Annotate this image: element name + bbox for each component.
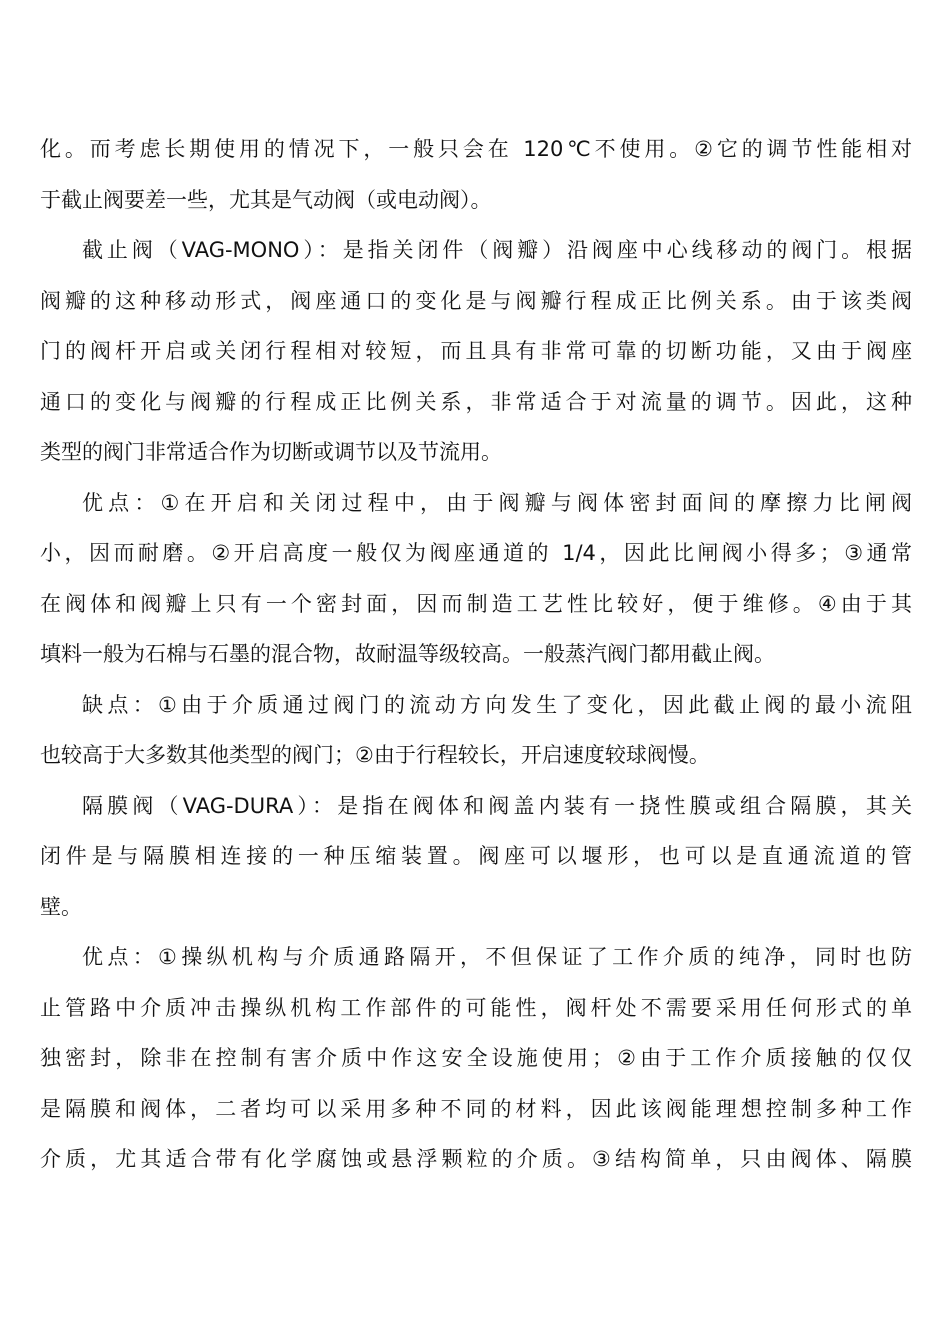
text-line: 独密封，除非在控制有害介质中作这安全设施使用；②由于工作介质接触的仅仅 (40, 1046, 912, 1070)
text-line: 阀瓣的这种移动形式，阀座通口的变化是与阀瓣行程成正比例关系。由于该类阀 (40, 288, 912, 313)
text-line: 小，因而耐磨。②开启高度一般仅为阀座通道的 1/4，因此比闸阀小得多；③通常 (40, 541, 912, 565)
text-line: 于截止阀要差一些，尤其是气动阀（或电动阀）。 (40, 187, 492, 212)
text-line: 止管路中介质冲击操纵机构工作部件的可能性，阀杆处不需要采用任何形式的单 (40, 995, 912, 1020)
text-line: 是隔膜和阀体，二者均可以采用多种不同的材料，因此该阀能理想控制多种工作 (40, 1096, 912, 1121)
text-line: 介质，尤其适合带有化学腐蚀或悬浮颗粒的介质。③结构简单，只由阀体、隔膜 (40, 1147, 912, 1171)
text-line: 填料一般为石棉与石墨的混合物，故耐温等级较高。一般蒸汽阀门都用截止阀。 (40, 642, 775, 666)
text-line: 也较高于大多数其他类型的阀门；②由于行程较长，开启速度较球阀慢。 (40, 743, 710, 767)
paragraph-start-line: 隔膜阀（VAG-DURA）：是指在阀体和阀盖内装有一挠性膜或组合隔膜，其关 (82, 793, 912, 818)
text-line: 壁。 (40, 894, 82, 919)
text-line: 门的阀杆开启或关闭行程相对较短，而且具有非常可靠的切断功能，又由于阀座 (40, 339, 912, 363)
text-line: 闭件是与隔膜相连接的一种压缩装置。阀座可以堰形，也可以是直通流道的管 (40, 844, 912, 868)
paragraph-start-line: 优点：①在开启和关闭过程中，由于阀瓣与阀体密封面间的摩擦力比闸阀 (82, 490, 912, 515)
text-line: 通口的变化与阀瓣的行程成正比例关系，非常适合于对流量的调节。因此，这种 (40, 389, 912, 414)
document-body (40, 124, 912, 1185)
paragraph-start-line: 缺点：①由于介质通过阀门的流动方向发生了变化，因此截止阀的最小流阻 (82, 692, 912, 717)
paragraph-start-line: 优点：①操纵机构与介质通路隔开，不但保证了工作介质的纯净，同时也防 (82, 945, 912, 969)
text-line: 类型的阀门非常适合作为切断或调节以及节流用。 (40, 440, 502, 464)
paragraph-start-line: 截止阀（VAG-MONO）：是指关闭件（阀瓣）沿阀座中心线移动的阀门。根据 (82, 238, 912, 262)
text-line: 在阀体和阀瓣上只有一个密封面，因而制造工艺性比较好，便于维修。④由于其 (40, 591, 912, 616)
text-line: 化。而考虑长期使用的情况下，一般只会在 120℃不使用。②它的调节性能相对 (40, 137, 912, 161)
